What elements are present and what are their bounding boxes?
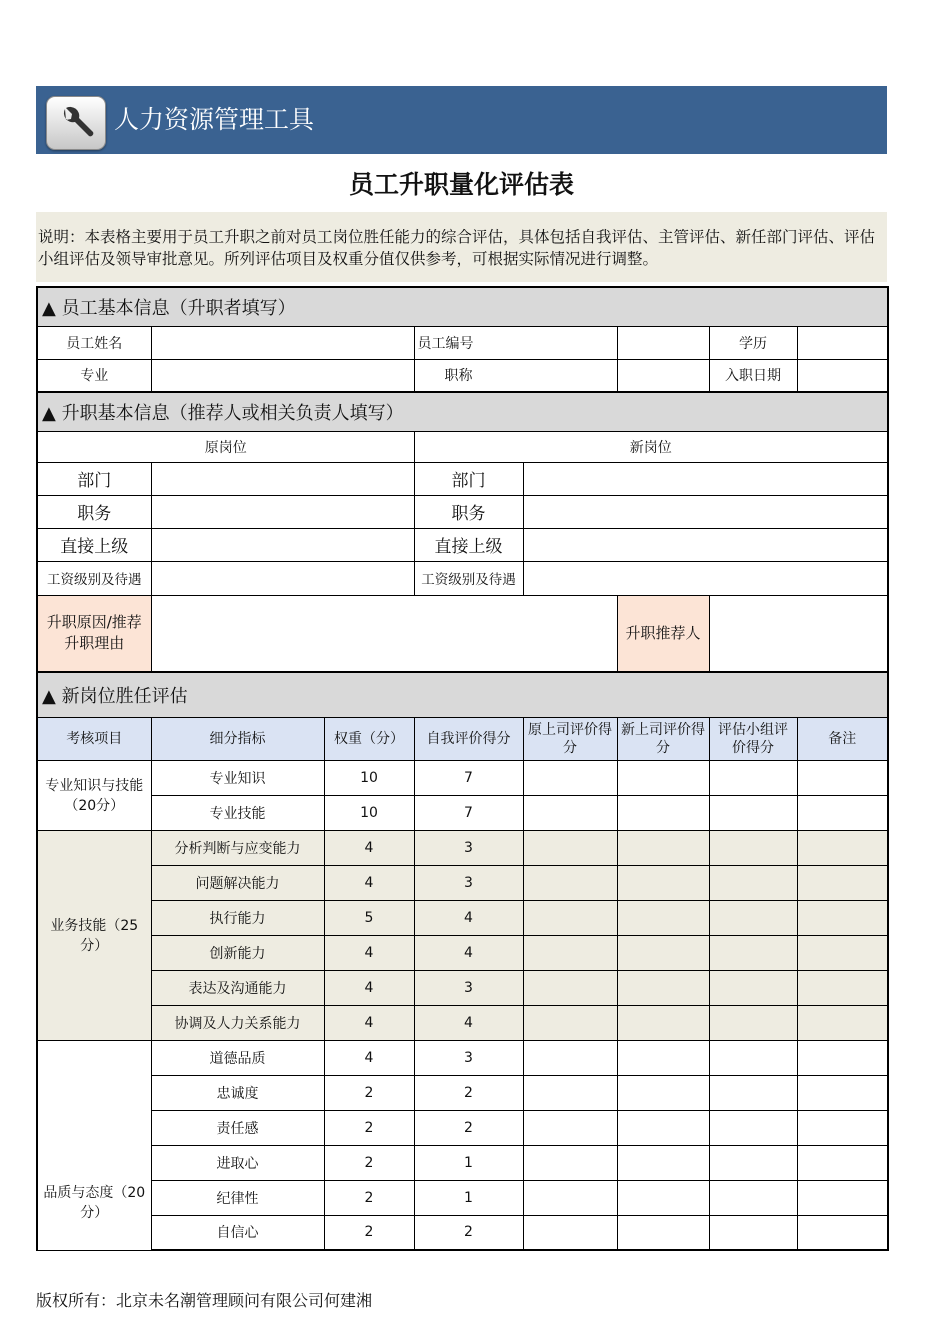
remark[interactable] (797, 830, 888, 865)
remark[interactable] (797, 1180, 888, 1215)
new-post-header: 新岗位 (414, 431, 888, 462)
panel-score[interactable] (709, 1145, 797, 1180)
weight: 5 (324, 900, 414, 935)
description: 说明：本表格主要用于员工升职之前对员工岗位胜任能力的综合评估，具体包括自我评估、主管评估、新任部门评估、评估小组评估及领导审批意见。所列评估项目及权重分值仅供参考，可根据实际情况进行调整。 (36, 212, 887, 282)
wrench-icon (46, 96, 106, 150)
new-boss-score[interactable] (617, 970, 709, 1005)
panel-score[interactable] (709, 935, 797, 970)
new-duty-field[interactable] (523, 495, 888, 528)
new-salary-field[interactable] (523, 561, 888, 595)
self-score[interactable]: 3 (414, 970, 523, 1005)
remark[interactable] (797, 935, 888, 970)
indicator: 自信心 (151, 1215, 324, 1250)
self-score[interactable]: 2 (414, 1075, 523, 1110)
indicator: 纪律性 (151, 1180, 324, 1215)
weight: 4 (324, 970, 414, 1005)
remark[interactable] (797, 900, 888, 935)
panel-score[interactable] (709, 900, 797, 935)
label-old-duty: 职务 (37, 495, 151, 528)
col-header: 细分指标 (151, 717, 324, 760)
self-score[interactable]: 1 (414, 1145, 523, 1180)
weight: 2 (324, 1180, 414, 1215)
recommender-field[interactable] (709, 595, 888, 672)
col-header: 自我评价得分 (414, 717, 523, 760)
col-header: 新上司评价得分 (617, 717, 709, 760)
label-old-dept: 部门 (37, 462, 151, 495)
col-header: 评估小组评价得分 (709, 717, 797, 760)
panel-score[interactable] (709, 1215, 797, 1250)
group-name: 专业知识与技能（20分） (37, 760, 151, 830)
indicator: 责任感 (151, 1110, 324, 1145)
col-header: 考核项目 (37, 717, 151, 760)
page-title: 员工升职量化评估表 (348, 170, 574, 199)
old-boss-score[interactable] (523, 1075, 617, 1110)
group-name: 品质与态度（20分） (37, 1040, 151, 1250)
indicator: 问题解决能力 (151, 865, 324, 900)
old-dept-field[interactable] (151, 462, 414, 495)
panel-score[interactable] (709, 865, 797, 900)
app-banner (36, 86, 887, 154)
label-employee-id: 员工编号 (414, 326, 617, 359)
new-boss-score[interactable] (617, 1145, 709, 1180)
label-recommender: 升职推荐人 (617, 595, 709, 672)
weight: 4 (324, 1005, 414, 1040)
remark[interactable] (797, 970, 888, 1005)
panel-score[interactable] (709, 1180, 797, 1215)
new-supervisor-field[interactable] (523, 528, 888, 561)
weight: 4 (324, 865, 414, 900)
label-major: 专业 (37, 359, 151, 392)
panel-score[interactable] (709, 1040, 797, 1075)
old-boss-score[interactable] (523, 795, 617, 830)
indicator: 忠诚度 (151, 1075, 324, 1110)
col-header: 权重（分） (324, 717, 414, 760)
weight: 2 (324, 1145, 414, 1180)
col-header: 备注 (797, 717, 888, 760)
remark[interactable] (797, 1145, 888, 1180)
employee-name-field[interactable] (151, 326, 414, 359)
panel-score[interactable] (709, 760, 797, 795)
panel-score[interactable] (709, 795, 797, 830)
old-duty-field[interactable] (151, 495, 414, 528)
indicator: 协调及人力关系能力 (151, 1005, 324, 1040)
section-basic-info-title: ▲ 员工基本信息（升职者填写） (37, 287, 888, 326)
indicator: 分析判断与应变能力 (151, 830, 324, 865)
old-boss-score[interactable] (523, 1005, 617, 1040)
join-date-field[interactable] (797, 359, 888, 392)
label-old-supervisor: 直接上级 (37, 528, 151, 561)
weight: 10 (324, 795, 414, 830)
copyright-footer: 版权所有：北京未名潮管理顾问有限公司何建湘 (36, 1291, 373, 1310)
old-salary-field[interactable] (151, 561, 414, 595)
weight: 10 (324, 760, 414, 795)
old-boss-score[interactable] (523, 1145, 617, 1180)
new-boss-score[interactable] (617, 795, 709, 830)
self-score[interactable]: 4 (414, 900, 523, 935)
remark[interactable] (797, 865, 888, 900)
weight: 2 (324, 1215, 414, 1250)
panel-score[interactable] (709, 970, 797, 1005)
employee-id-field[interactable] (617, 326, 709, 359)
major-field[interactable] (151, 359, 414, 392)
panel-score[interactable] (709, 830, 797, 865)
new-boss-score[interactable] (617, 1005, 709, 1040)
promotion-reason-field[interactable] (151, 595, 617, 672)
self-score[interactable]: 2 (414, 1215, 523, 1250)
indicator: 进取心 (151, 1145, 324, 1180)
label-employee-name: 员工姓名 (37, 326, 151, 359)
old-supervisor-field[interactable] (151, 528, 414, 561)
weight: 4 (324, 1040, 414, 1075)
new-boss-score[interactable] (617, 900, 709, 935)
old-boss-score[interactable] (523, 760, 617, 795)
label-old-salary: 工资级别及待遇 (37, 561, 151, 595)
title-field[interactable] (617, 359, 709, 392)
remark[interactable] (797, 1075, 888, 1110)
weight: 4 (324, 935, 414, 970)
remark[interactable] (797, 1040, 888, 1075)
remark[interactable] (797, 1215, 888, 1250)
group-name: 业务技能（25分） (37, 830, 151, 1040)
panel-score[interactable] (709, 1005, 797, 1040)
label-education: 学历 (709, 326, 797, 359)
label-promotion-reason: 升职原因/推荐升职理由 (37, 595, 151, 672)
self-score[interactable]: 2 (414, 1110, 523, 1145)
indicator: 专业知识 (151, 760, 324, 795)
new-boss-score[interactable] (617, 760, 709, 795)
label-new-duty: 职务 (414, 495, 523, 528)
indicator: 表达及沟通能力 (151, 970, 324, 1005)
label-new-salary: 工资级别及待遇 (414, 561, 523, 595)
panel-score[interactable] (709, 1110, 797, 1145)
col-header: 原上司评价得分 (523, 717, 617, 760)
label-join-date: 入职日期 (709, 359, 797, 392)
indicator: 专业技能 (151, 795, 324, 830)
self-score[interactable]: 1 (414, 1180, 523, 1215)
label-new-supervisor: 直接上级 (414, 528, 523, 561)
old-boss-score[interactable] (523, 1215, 617, 1250)
old-boss-score[interactable] (523, 935, 617, 970)
new-boss-score[interactable] (617, 1075, 709, 1110)
self-score[interactable]: 3 (414, 865, 523, 900)
indicator: 执行能力 (151, 900, 324, 935)
old-boss-score[interactable] (523, 1040, 617, 1075)
old-boss-score[interactable] (523, 830, 617, 865)
self-score[interactable]: 4 (414, 1005, 523, 1040)
app-title: 人力资源管理工具 (114, 105, 315, 134)
old-boss-score[interactable] (523, 970, 617, 1005)
new-boss-score[interactable] (617, 935, 709, 970)
self-score[interactable]: 3 (414, 830, 523, 865)
panel-score[interactable] (709, 1075, 797, 1110)
new-boss-score[interactable] (617, 830, 709, 865)
label-new-dept: 部门 (414, 462, 523, 495)
new-boss-score[interactable] (617, 1110, 709, 1145)
indicator: 创新能力 (151, 935, 324, 970)
section-evaluation-title: ▲ 新岗位胜任评估 (37, 672, 888, 717)
self-score[interactable]: 3 (414, 1040, 523, 1075)
new-boss-score[interactable] (617, 1180, 709, 1215)
old-boss-score[interactable] (523, 865, 617, 900)
weight: 4 (324, 830, 414, 865)
education-field[interactable] (797, 326, 888, 359)
self-score[interactable]: 7 (414, 760, 523, 795)
weight: 2 (324, 1075, 414, 1110)
weight: 2 (324, 1110, 414, 1145)
old-post-header: 原岗位 (37, 431, 414, 462)
remark[interactable] (797, 1110, 888, 1145)
remark[interactable] (797, 760, 888, 795)
self-score[interactable]: 4 (414, 935, 523, 970)
remark[interactable] (797, 795, 888, 830)
remark[interactable] (797, 1005, 888, 1040)
label-title: 职称 (414, 359, 617, 392)
new-boss-score[interactable] (617, 1040, 709, 1075)
new-boss-score[interactable] (617, 1215, 709, 1250)
self-score[interactable]: 7 (414, 795, 523, 830)
old-boss-score[interactable] (523, 1110, 617, 1145)
new-dept-field[interactable] (523, 462, 888, 495)
evaluation-form (36, 286, 889, 1251)
indicator: 道德品质 (151, 1040, 324, 1075)
new-boss-score[interactable] (617, 865, 709, 900)
old-boss-score[interactable] (523, 1180, 617, 1215)
section-promotion-info-title: ▲ 升职基本信息（推荐人或相关负责人填写） (37, 392, 888, 431)
old-boss-score[interactable] (523, 900, 617, 935)
